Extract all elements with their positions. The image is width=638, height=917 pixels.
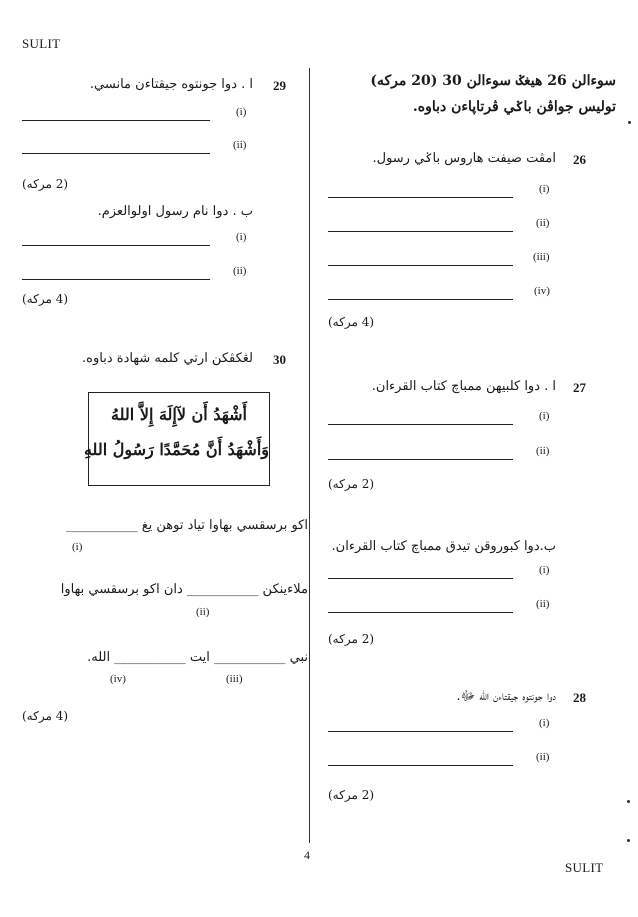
q28-text: دوا جونتوه جيقتاءن الله ﷻ.: [456, 689, 556, 704]
q30-marks: (4 مركه): [22, 709, 69, 723]
q27b-marks: (2 مركه): [328, 632, 375, 646]
scan-speck: [628, 121, 631, 124]
footer-right-label: SULIT: [565, 860, 604, 875]
q29b-item-label-1: (i): [236, 231, 247, 243]
q30-blank-label-iii: (iii): [226, 673, 243, 685]
q26-answer-line-4[interactable]: [328, 299, 513, 300]
q27-number: 27: [573, 380, 586, 395]
q30-blank-label-ii: (ii): [196, 606, 210, 618]
section-intro-line1: سوءالن 26 هيغݢ سوءالن 30 (20 مركه): [370, 73, 616, 89]
q27b-answer-line-1[interactable]: [328, 578, 513, 579]
q29a-marks: (2 مركه): [22, 177, 69, 191]
q29a-answer-line-1[interactable]: [22, 120, 210, 121]
q27a-text: ا . دوا كلبيهن ممباچ كتاب القرءان.: [371, 379, 556, 394]
q26-item-label-1: (i): [539, 183, 550, 195]
q29a-item-label-1: (i): [236, 106, 247, 118]
q30-text: لڠكڤكن ارتي كلمه شهادة دباوه.: [82, 351, 253, 366]
q29b-answer-line-1[interactable]: [22, 245, 210, 246]
q26-item-label-4: (iv): [534, 285, 550, 297]
section-intro-line2: توليس جواڤن باݢي ڤرتاپاءن دباوه.: [412, 99, 616, 115]
q26-item-label-2: (ii): [536, 217, 550, 229]
header-left-label: SULIT: [22, 36, 61, 51]
q28-marks: (2 مركه): [328, 788, 375, 802]
page-number: 4: [304, 848, 310, 862]
q28-item-label-1: (i): [539, 717, 550, 729]
q30-blank-label-i: (i): [72, 541, 83, 553]
q29b-answer-line-2[interactable]: [22, 279, 210, 280]
q26-answer-line-2[interactable]: [328, 231, 513, 232]
q26-answer-line-1[interactable]: [328, 197, 513, 198]
q30-blank-label-iv: (iv): [110, 673, 126, 685]
q30-number: 30: [273, 352, 286, 367]
q29a-text: ا . دوا جونتوه جيقتاءن مانسي.: [89, 77, 253, 92]
q28-number: 28: [573, 690, 586, 705]
q29b-text: ب . دوا نام رسول اولوالعزم.: [97, 204, 253, 219]
q26-number: 26: [573, 152, 586, 167]
q30-sentence-2: ملاءينكن ___________ دان اکو برسقسي بهاوا: [60, 582, 308, 597]
q26-text: امڤت صيفت هاروس باݢي رسول.: [372, 151, 556, 166]
q28-answer-line-2[interactable]: [328, 765, 513, 766]
shahada-line-2: وَأَشْهَدُ أَنَّ مُحَمَّدًا رَسُولُ اللهِ: [83, 440, 269, 459]
shahada-box: [83, 392, 270, 486]
q29b-marks: (4 مركه): [22, 292, 69, 306]
q27b-item-label-2: (ii): [536, 598, 550, 610]
q27b-item-label-1: (i): [539, 564, 550, 576]
q26-answer-line-3[interactable]: [328, 265, 513, 266]
q29-number: 29: [273, 78, 286, 93]
q29a-item-label-2: (ii): [233, 139, 247, 151]
q28-answer-line-1[interactable]: [328, 731, 513, 732]
q30-sentence-1: اکو برسقسي بهاوا تياد توهن يغ ___________: [66, 518, 308, 533]
q28-item-label-2: (ii): [536, 751, 550, 763]
q27a-answer-line-2[interactable]: [328, 459, 513, 460]
q26-item-label-3: (iii): [533, 251, 550, 263]
q27a-item-label-1: (i): [539, 410, 550, 422]
shahada-line-1: أَشْهَدُ أَن لآإِلَهَ إِلاَّ اللهُ: [111, 405, 247, 424]
q27a-marks: (2 مركه): [328, 477, 375, 491]
scan-speck: [627, 839, 630, 842]
q26-marks: (4 مركه): [328, 315, 375, 329]
q27b-text: ب.دوا كبوروقن تيدق ممباچ كتاب القرءان.: [331, 539, 556, 554]
scan-speck: [627, 800, 630, 803]
q29a-answer-line-2[interactable]: [22, 153, 210, 154]
q27a-answer-line-1[interactable]: [328, 424, 513, 425]
q27b-answer-line-2[interactable]: [328, 612, 513, 613]
q30-sentence-3: نبي ___________ ايت ___________ الله.: [87, 650, 308, 665]
q29b-item-label-2: (ii): [233, 265, 247, 277]
column-divider: [309, 68, 310, 843]
q27a-item-label-2: (ii): [536, 445, 550, 457]
